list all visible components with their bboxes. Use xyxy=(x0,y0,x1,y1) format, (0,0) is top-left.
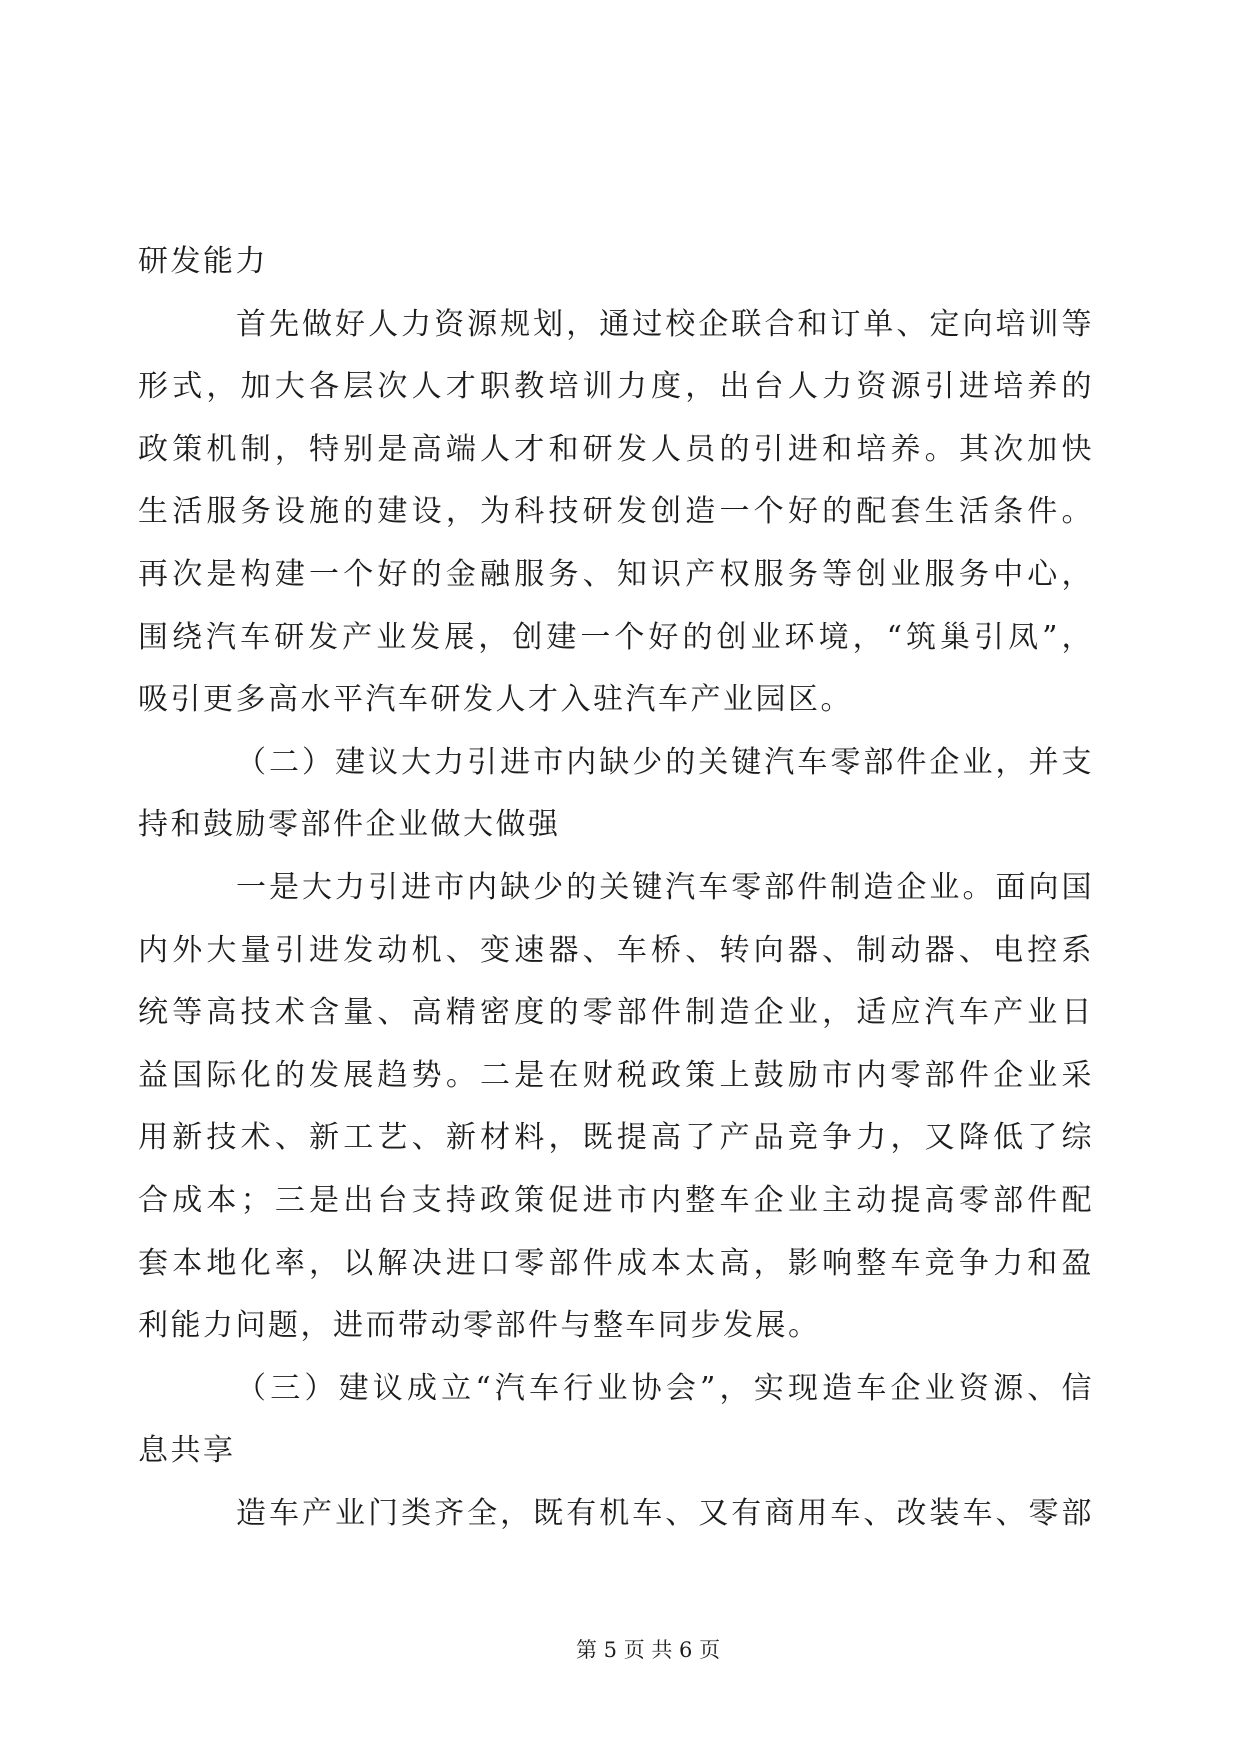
text-line: 生活服务设施的建设，为科技研发创造一个好的配套生活条件。 xyxy=(138,494,1094,530)
text-line: 研发能力 xyxy=(138,244,268,279)
section-heading xyxy=(138,732,1094,857)
text-line: 用新技术、新工艺、新材料，既提高了产品竞争力，又降低了综 xyxy=(138,1120,1094,1156)
text-line: 合成本；三是出台支持政策促进市内整车企业主动提高零部件配 xyxy=(138,1182,1094,1218)
section-heading xyxy=(138,1358,1094,1483)
paragraph xyxy=(138,231,1094,294)
page-number-footer: 第 5 页 共 6 页 xyxy=(576,1638,721,1662)
text-line: 再次是构建一个好的金融服务、知识产权服务等创业服务中心， xyxy=(138,556,1094,592)
text-line: 一是大力引进市内缺少的关键汽车零部件制造企业。面向国 xyxy=(236,869,1094,905)
text-line: 统等高技术含量、高精密度的零部件制造企业，适应汽车产业日 xyxy=(138,995,1094,1031)
text-line: 围绕汽车研发产业发展，创建一个好的创业环境，“筑巢引凤”， xyxy=(138,619,1094,655)
text-line: 持和鼓励零部件企业做大做强 xyxy=(138,807,561,843)
text-line: 内外大量引进发动机、变速器、车桥、转向器、制动器、电控系 xyxy=(138,932,1094,968)
paragraph xyxy=(138,857,1094,1358)
text-line: （二）建议大力引进市内缺少的关键汽车零部件企业，并支 xyxy=(236,744,1094,780)
paragraph xyxy=(138,1483,1094,1546)
document-body xyxy=(138,231,1094,1545)
text-line: （三）建议成立“汽车行业协会”，实现造车企业资源、信 xyxy=(236,1370,1094,1406)
text-line: 益国际化的发展趋势。二是在财税政策上鼓励市内零部件企业采 xyxy=(138,1057,1094,1093)
text-line: 造车产业门类齐全，既有机车、又有商用车、改装车、零部 xyxy=(236,1495,1094,1531)
paragraph xyxy=(138,294,1094,732)
text-line: 套本地化率，以解决进口零部件成本太高，影响整车竞争力和盈 xyxy=(138,1245,1094,1281)
text-line: 首先做好人力资源规划，通过校企联合和订单、定向培训等 xyxy=(236,306,1094,342)
text-line: 息共享 xyxy=(138,1433,236,1469)
text-line: 利能力问题，进而带动零部件与整车同步发展。 xyxy=(138,1308,821,1344)
text-line: 形式，加大各层次人才职教培训力度，出台人力资源引进培养的 xyxy=(138,369,1094,405)
text-line: 吸引更多高水平汽车研发人才入驻汽车产业园区。 xyxy=(138,682,853,718)
text-line: 政策机制，特别是高端人才和研发人员的引进和培养。其次加快 xyxy=(138,431,1094,467)
